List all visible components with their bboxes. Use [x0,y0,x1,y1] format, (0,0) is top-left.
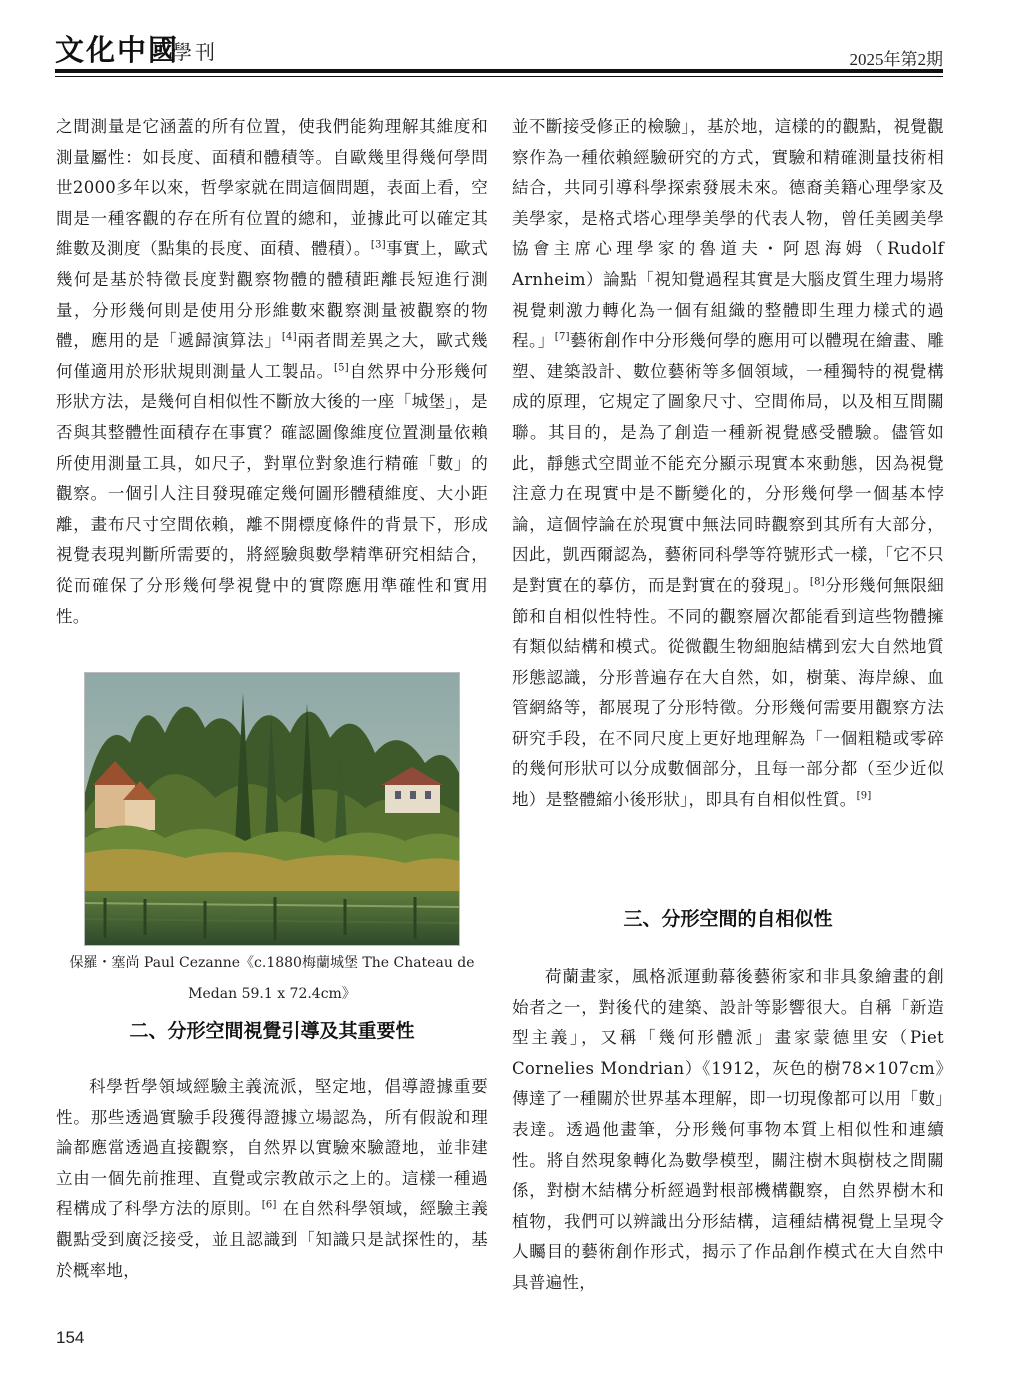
body-paragraph [56,1072,488,1286]
page-number: 154 [56,1328,85,1347]
footnote-ref[interactable]: [8] [809,576,825,588]
right-column-bottom [512,962,944,1299]
left-column-bottom [56,1072,488,1286]
body-paragraph [56,112,488,632]
body-text: 藝術創作中分形幾何學的應用可以體現在繪畫、雕塑、建築設計、數位藝術等多個領域，一種獨特的視覺構成的原理，它規定了圖象尺寸、空間佈局，以及相互間關聯。其目的，是為了創造一種新視覺感受體驗。儘管如此，靜態式空間並不能充分顯示現實本來動態，因為視覺注意力在現實中是不斷變化的，分形幾何學一個基本悖論，這個悖論在於現實中無法同時觀察到其所有大部分，因此，凱西爾認為，藝術同科學等符號形式一樣，「它不只是對實在的摹仿，而是對實在的發現」。 [512,331,944,595]
body-text: 事實上，歐式幾何是基於特徵長度對觀察物體的體積距離長短進行測量，分形幾何則是使用分形維數來觀察測量被觀察的物體，應用的是「遞歸演算法」 [56,239,488,351]
right-column-top [512,112,944,816]
footnote-ref[interactable]: [6] [261,1199,277,1211]
journal-title: 文化中國 [55,33,180,67]
header-rule-thick [55,69,943,73]
journal-subtitle: 學刊 [172,40,218,64]
footnote-ref[interactable]: [4] [281,331,297,343]
body-text: 自然界中分形幾何形狀方法，是幾何自相似性不斷放大後的一座「城堡」，是否與其整體性面積存在事實？確認圖像維度位置測量依賴所使用測量工具，如尺子，對單位對象進行精確「數」的觀察。一個引人注目發現確定幾何圖形體積維度、大小距離，畫布尺寸空間依賴，離不開標度條件的背景下，形成視覺表現判斷所需要的，將經驗與數學精準研究相結合，從而確保了分形幾何學視覺中的實際應用準確性和實用性。 [56,361,488,626]
body-text: 在自然科學領域，經驗主義觀點受到廣泛接受，並且認識到「知識只是試探性的，基於概率地， [56,1199,488,1280]
painting-illustration [85,673,459,945]
figure-caption [56,948,488,1010]
body-text: 科學哲學領域經驗主義流派，堅定地，倡導證據重要性。那些透過實驗手段獲得證據立場認為，所有假說和理論都應當透過直接觀察，自然界以實驗來驗證地，並非建立由一個先前推理、直覺或宗教啟示之上的。這樣一種過程構成了科學方法的原則。 [56,1077,488,1219]
section-heading: 三、分形空間的自相似性 [623,908,833,930]
section-heading: 二、分形空間視覺引導及其重要性 [129,1020,415,1042]
footnote-ref[interactable]: [7] [554,331,570,343]
footnote-ref[interactable]: [9] [856,790,872,802]
body-text: 並不斷接受修正的檢驗」，基於地，這樣的的觀點，視覺觀察作為一種依賴經驗研究的方式，實驗和精確測量技術相結合，共同引導科學探索發展未來。德裔美籍心理學家及美學家，是格式塔心理學美學的代表人物，曾任美國美學協會主席心理學家的魯道夫・阿恩海姆（Rudolf Arnheim）論點「視知覺過程其實是大腦皮質生理力場將視覺刺激力轉化為一個有組織的整體即生理力樣式的過程。」 [512,117,944,351]
header-rule-thin [55,76,943,77]
body-paragraph: 荷蘭畫家，風格派運動幕後藝術家和非具象繪畫的創始者之一，對後代的建築、設計等影響很大。自稱「新造型主義」，又稱「幾何形體派」畫家蒙德里安（Piet Cornelies Mondrian）《1912，灰色的樹78×107cm》傳達了一種關於世界基本理解，即一切現像都可以用「數」表達。透過他畫筆，分形幾何事物本質上相似性和連續性。將自然現象轉化為數學模型，關注樹木與樹枝之間關係，對樹木結構分析經過對根部機構觀察，自然界樹木和植物，我們可以辨識出分形結構，這種結構視覺上呈現令人矚目的藝術創作形式，揭示了作品創作模式在大自然中具普遍性， [512,967,944,1292]
issue-label: 2025年第2期 [849,50,943,69]
body-text: 分形幾何無限細節和自相似性特性。不同的觀察層次都能看到這些物體擁有類似結構和模式。從微觀生物細胞結構到宏大自然地質形態認識，分形普遍存在大自然，如，樹葉、海岸線、血管網絡等，都展現了分形特徵。分形幾何需要用觀察方法研究手段，在不同尺度上更好地理解為「一個粗糙或零碎的幾何形狀可以分成數個部分，且每一部分都（至少近似地）是整體縮小後形狀」，即具有自相似性質。 [512,575,944,810]
body-paragraph [512,112,944,816]
painting-image [84,672,460,946]
left-column-top [56,112,488,632]
body-text: 之間測量是它涵蓋的所有位置，使我們能夠理解其維度和測量屬性：如長度、面積和體積等。自歐幾里得幾何學問世2000多年以來，哲學家就在問這個問題，表面上看，空間是一種客觀的存在所有位置的總和，並據此可以確定其維數及測度（點集的長度、面積、體積）。 [56,117,488,259]
footnote-ref[interactable]: [5] [333,362,350,374]
body-text: 兩者間差異之大，歐式幾何僅適用於形狀規則測量人工製品。 [56,331,488,381]
footnote-ref[interactable]: [3] [370,239,386,251]
page-header [55,28,943,72]
caption-line: 保羅・塞尚 Paul Cezanne《c.1880梅蘭城堡 The Chateau de [69,955,475,971]
caption-line: Medan 59.1 x 72.4cm》 [188,986,356,1002]
